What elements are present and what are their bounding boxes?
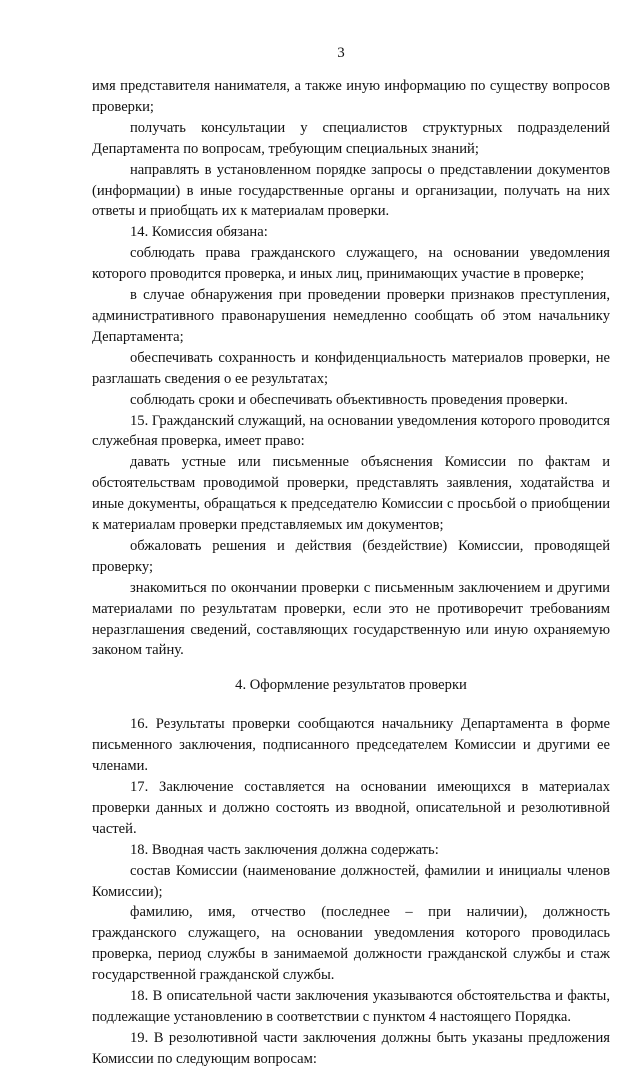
paragraph-item-15: 15. Гражданский служащий, на основании уведомления которого проводится служебная проверка, имеет право:: [92, 412, 610, 450]
paragraph: соблюдать сроки и обеспечивать объективность проведения проверки.: [130, 391, 568, 408]
paragraph-item-19: 19. В резолютивной части заключения должны быть указаны предложения Комиссии по следующим вопросам:: [92, 1029, 610, 1067]
paragraph: фамилию, имя, отчество (последнее – при наличии), должность гражданского служащего, на основании уведомления которого проводилась проверка, период службы в занимаемой должности гражданской службы и стаж государственной гражданской службы.: [92, 904, 610, 984]
paragraph: в случае обнаружения при проведении проверки признаков преступления, административного правонарушения немедленно сообщать об этом начальнику Департамента;: [92, 287, 610, 345]
paragraph-item-18b: 18. В описательной части заключения указываются обстоятельства и факты, подлежащие установлению в соответствии с пунктом 4 настоящего Порядка.: [92, 988, 610, 1025]
section-heading: 4. Оформление результатов проверки: [235, 677, 467, 694]
paragraph: направлять в установленном порядке запросы о представлении документов (информации) в иные государственные органы и организации, получать на них ответы и приобщать их к материалам проверки.: [92, 161, 610, 220]
paragraph-item-16: 16. Результаты проверки сообщаются начальнику Департамента в форме письменного заключения, подписанного председателем Комиссии и другими ее членами.: [92, 716, 610, 775]
paragraph: состав Комиссии (наименование должностей, фамилии и инициалы членов Комиссии);: [92, 862, 610, 900]
paragraph-item-17: 17. Заключение составляется на основании имеющихся в материалах проверки данных и должно состоять из вводной, описательной и резолютивной частей.: [92, 779, 610, 837]
paragraph: знакомиться по окончании проверки с письменным заключением и другими материалами по результатам проверки, если это не противоречит требованиям неразглашения сведений, составляющих государственную или иную охраняемую законом тайну.: [92, 579, 610, 659]
paragraph-item-18: 18. Вводная часть заключения должна содержать:: [130, 841, 439, 858]
document-page: [92, 44, 610, 1070]
page-number: 3: [337, 45, 345, 61]
paragraph: обеспечивать сохранность и конфиденциальность материалов проверки, не разглашать сведения о ее результатах;: [92, 349, 610, 387]
paragraph: давать устные или письменные объяснения Комиссии по фактам и обстоятельствам проводимой проверки, представлять заявления, ходатайства и иные документы, обращаться к председателю Комиссии с просьбой о приобщении к материалам проверки представляемых им документов;: [92, 454, 610, 534]
paragraph-continuation: имя представителя нанимателя, а также иную информацию по существу вопросов проверки;: [92, 78, 610, 115]
paragraph: соблюдать права гражданского служащего, на основании уведомления которого проводится проверка, и иных лиц, принимающих участие в проверке;: [92, 245, 610, 283]
paragraph: получать консультации у специалистов структурных подразделений Департамента по вопросам, требующим специальных знаний;: [92, 119, 610, 157]
paragraph-item-14: 14. Комиссия обязана:: [130, 224, 268, 241]
paragraph: обжаловать решения и действия (бездействие) Комиссии, проводящей проверку;: [92, 537, 610, 575]
